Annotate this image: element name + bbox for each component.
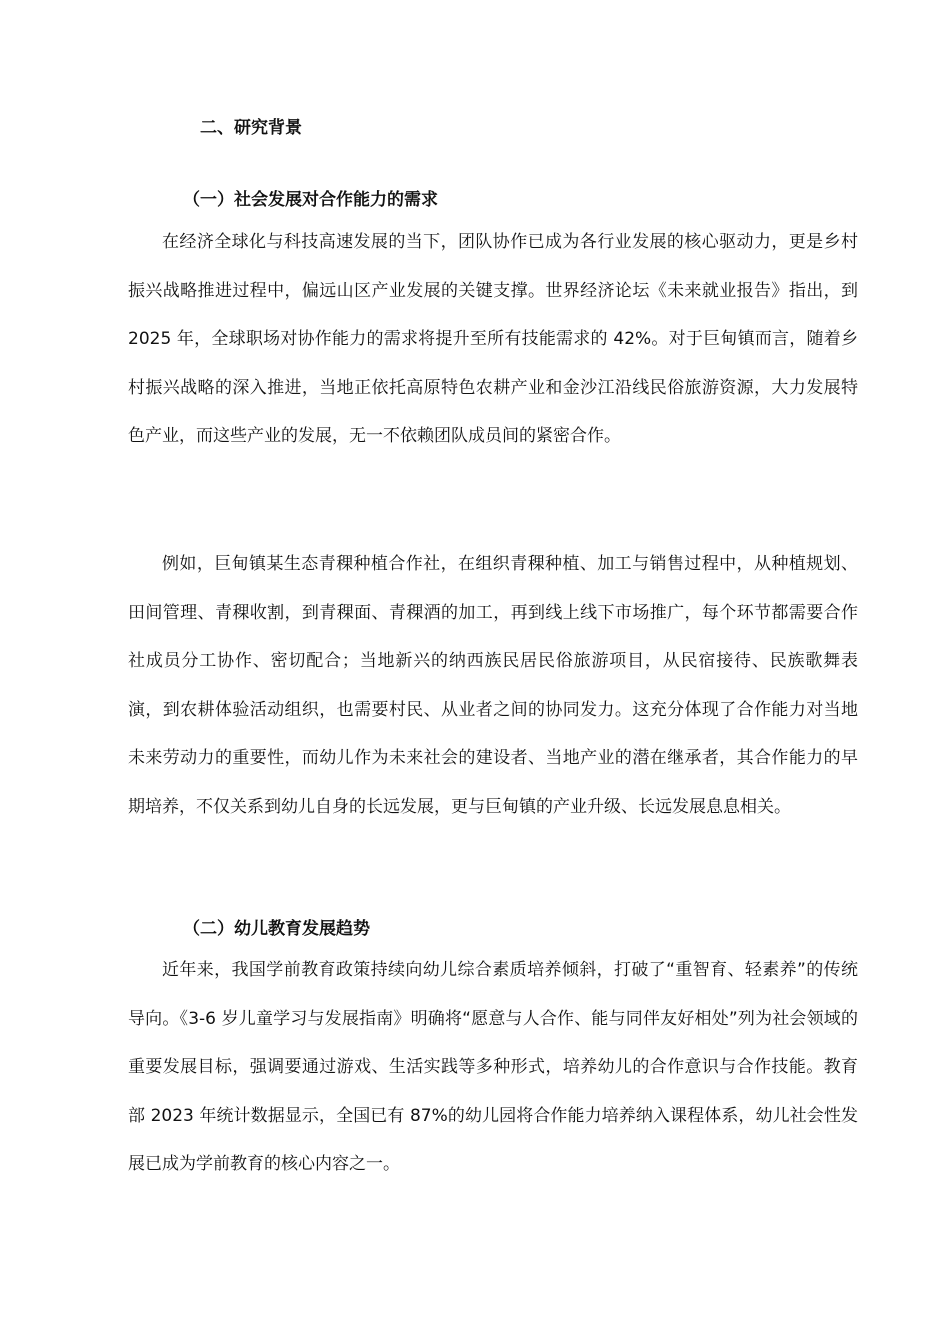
paragraph-1-1: 在经济全球化与科技高速发展的当下，团队协作已成为各行业发展的核心驱动力，更是乡村振兴战略推进过程中，偏远山区产业发展的关键支撑。世界经济论坛《未来就业报告》指出，到 2025 年，全球职场对协作能力的需求将提升至所有技能需求的 42%。对于巨甸镇而言，随着乡村振兴战略的深入推进，当地正依托高原特色农耕产业和金沙江沿线民俗旅游资源，大力发展特色产业，而这些产业的发展，无一不依赖团队成员间的紧密合作。 xyxy=(128,232,858,447)
paragraph-2-1: 近年来，我国学前教育政策持续向幼儿综合素质培养倾斜，打破了“重智育、轻素养”的传统导向。《3-6 岁儿童学习与发展指南》明确将“愿意与人合作、能与同伴友好相处”列为社会领域的重要发展目标，强调要通过游戏、生活实践等多种形式，培养幼儿的合作意识与合作技能。教育部 2023 年统计数据显示，全国已有 87%的幼儿园将合作能力培养纳入课程体系，幼儿社会性发展已成为学前教育的核心内容之一。 xyxy=(128,960,858,1175)
subsection-title-1: （一）社会发展对合作能力的需求 xyxy=(183,190,438,210)
paragraph-1-2: 例如，巨甸镇某生态青稞种植合作社，在组织青稞种植、加工与销售过程中，从种植规划、田间管理、青稞收割，到青稞面、青稞酒的加工，再到线上线下市场推广，每个环节都需要合作社成员分工协作、密切配合；当地新兴的纳西族民居民俗旅游项目，从民宿接待、民族歌舞表演，到农耕体验活动组织，也需要村民、从业者之间的协同发力。这充分体现了合作能力对当地未来劳动力的重要性，而幼儿作为未来社会的建设者、当地产业的潜在继承者，其合作能力的早期培养，不仅关系到幼儿自身的长远发展，更与巨甸镇的产业升级、长远发展息息相关。 xyxy=(128,554,858,817)
subsection-title-2: （二）幼儿教育发展趋势 xyxy=(183,919,370,939)
section-title: 二、研究背景 xyxy=(200,118,302,138)
